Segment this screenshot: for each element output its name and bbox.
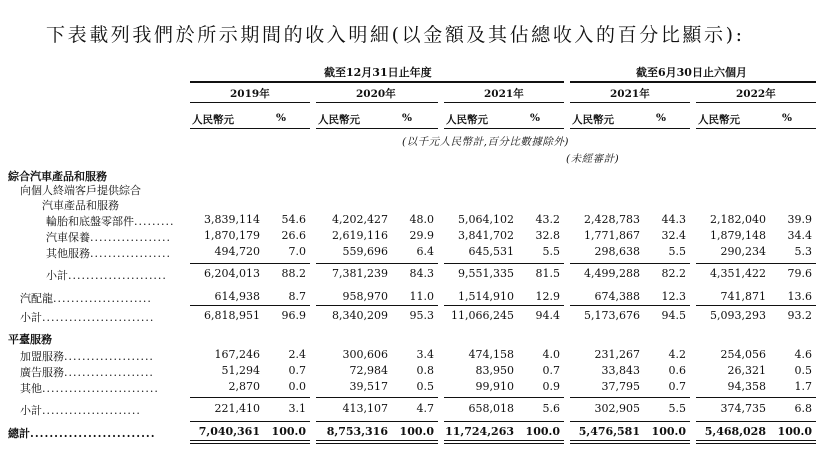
percent-cell: 3.1 — [288, 402, 306, 415]
amount-cell: 374,735 — [720, 402, 766, 415]
total-top-rule-2021 — [444, 421, 564, 422]
row-label — [20, 290, 152, 306]
row-label-text: 小計 — [46, 269, 68, 282]
dot-leader: ...................... — [53, 292, 152, 305]
amount-cell: 5,093,293 — [710, 309, 766, 322]
percent-cell: 0.5 — [794, 364, 812, 377]
amount-cell: 33,843 — [601, 364, 640, 377]
row-label-text: 向個人終端客戶提供綜合 — [20, 184, 141, 197]
row-label — [20, 348, 154, 364]
percent-cell: 0.5 — [416, 380, 434, 393]
amount-cell: 5,476,581 — [578, 425, 640, 438]
percent-cell: 6.4 — [416, 245, 434, 258]
subtotal-rule-a-2019 — [190, 263, 310, 264]
amount-cell: 741,871 — [720, 290, 766, 303]
total-top-rule-2020 — [316, 421, 438, 422]
dot-leader: .................. — [90, 231, 171, 244]
percent-cell: 12.3 — [661, 290, 686, 303]
amount-cell: 474,158 — [468, 348, 514, 361]
year-rule-2022-half — [696, 102, 816, 103]
percent-cell: 81.5 — [535, 267, 560, 280]
percent-cell: 95.3 — [409, 309, 434, 322]
amount-cell: 1,771,867 — [584, 229, 640, 242]
amount-cell: 3,841,702 — [458, 229, 514, 242]
percent-cell: 12.9 — [535, 290, 560, 303]
percent-header-2021-half: % — [656, 112, 666, 124]
percent-cell: 48.0 — [409, 213, 434, 226]
percent-cell: 1.7 — [794, 380, 812, 393]
percent-cell: 8.7 — [288, 290, 306, 303]
row-label — [46, 229, 171, 245]
period-half-year-header: 截至6月30日止六個月 — [636, 66, 747, 79]
amount-cell: 674,388 — [594, 290, 640, 303]
amount-cell: 94,358 — [727, 380, 766, 393]
document-title: 下表載列我們於所示期間的收入明細(以金額及其佔總收入的百分比顯示): — [46, 24, 745, 46]
row-label-text: 綜合汽車產品和服務 — [8, 170, 107, 183]
percent-cell: 4.7 — [416, 402, 434, 415]
percent-cell: 100.0 — [525, 425, 560, 438]
currency-header-2022-half: 人民幣元 — [698, 114, 740, 126]
percent-cell: 100.0 — [777, 425, 812, 438]
percent-cell: 94.5 — [661, 309, 686, 322]
percent-cell: 0.9 — [542, 380, 560, 393]
row-label-text: 加盟服務 — [20, 350, 64, 363]
percent-cell: 6.8 — [794, 402, 812, 415]
dot-leader: .................... — [64, 350, 154, 363]
amount-cell: 4,202,427 — [332, 213, 388, 226]
percent-cell: 0.8 — [416, 364, 434, 377]
row-label-text: 廣告服務 — [20, 366, 64, 379]
dot-leader: ...................... — [68, 269, 167, 282]
subheader-rule-2022-half — [696, 128, 816, 129]
row-label-text: 其他 — [20, 382, 42, 395]
row-label-text: 其他服務 — [46, 247, 90, 260]
subtotal-rule-c-2020 — [316, 397, 438, 398]
percent-cell: 26.6 — [281, 229, 306, 242]
total-double-rule-2022-half — [696, 440, 816, 444]
percent-cell: 79.6 — [787, 267, 812, 280]
row-label — [46, 213, 174, 229]
dot-leader: .................... — [64, 366, 154, 379]
amount-cell: 559,696 — [342, 245, 388, 258]
total-double-rule-2020 — [316, 440, 438, 444]
row-label — [20, 364, 154, 380]
percent-cell: 32.4 — [661, 229, 686, 242]
year-rule-2021-half — [570, 102, 690, 103]
subheader-rule-2021 — [444, 128, 564, 129]
row-label-text: 總計 — [8, 427, 30, 440]
percent-cell: 5.6 — [542, 402, 560, 415]
percent-cell: 0.7 — [542, 364, 560, 377]
percent-cell: 43.2 — [535, 213, 560, 226]
percent-cell: 0.0 — [288, 380, 306, 393]
row-label-text: 小計 — [20, 311, 42, 324]
dot-leader: ......................... — [42, 311, 155, 324]
percent-cell: 88.2 — [281, 267, 306, 280]
percent-header-2019: % — [276, 112, 286, 124]
amount-cell: 2,619,116 — [332, 229, 388, 242]
amount-cell: 7,381,239 — [332, 267, 388, 280]
amount-cell: 39,517 — [349, 380, 388, 393]
subtotal-rule-c-2019 — [190, 397, 310, 398]
percent-cell: 34.4 — [787, 229, 812, 242]
percent-cell: 5.5 — [542, 245, 560, 258]
subtotal-rule-b-2022-half — [696, 305, 816, 306]
subtotal-rule-b-2019 — [190, 305, 310, 306]
amount-cell: 290,234 — [720, 245, 766, 258]
percent-cell: 44.3 — [661, 213, 686, 226]
amount-cell: 167,246 — [214, 348, 260, 361]
subtotal-rule-c-2022-half — [696, 397, 816, 398]
percent-cell: 94.4 — [535, 309, 560, 322]
row-label — [46, 267, 167, 283]
row-label — [20, 182, 141, 198]
amount-cell: 3,839,114 — [204, 213, 260, 226]
amount-cell: 99,910 — [475, 380, 514, 393]
dot-leader: .......................... — [42, 382, 159, 395]
percent-cell: 5.5 — [668, 245, 686, 258]
subheader-rule-2020 — [316, 128, 438, 129]
percent-cell: 11.0 — [409, 290, 434, 303]
amount-cell: 6,818,951 — [204, 309, 260, 322]
subheader-rule-2019 — [190, 128, 310, 129]
total-top-rule-2019 — [190, 421, 310, 422]
period-full-year-rule — [190, 81, 564, 83]
percent-cell: 13.6 — [787, 290, 812, 303]
row-label-text: 汽車保養 — [46, 231, 90, 244]
year-rule-2020 — [316, 102, 438, 103]
percent-cell: 4.2 — [668, 348, 686, 361]
total-top-rule-2021-half — [570, 421, 690, 422]
percent-header-2021: % — [530, 112, 540, 124]
year-rule-2021 — [444, 102, 564, 103]
amount-cell: 494,720 — [214, 245, 260, 258]
subtotal-rule-a-2020 — [316, 263, 438, 264]
amount-cell: 231,267 — [594, 348, 640, 361]
unit-note: (以千元人民幣計,百分比數據除外) — [402, 136, 570, 148]
row-label — [8, 425, 156, 441]
percent-cell: 39.9 — [787, 213, 812, 226]
amount-cell: 1,879,148 — [710, 229, 766, 242]
amount-cell: 645,531 — [468, 245, 514, 258]
row-label-text: 汽配龍 — [20, 292, 53, 305]
row-label — [8, 331, 52, 347]
amount-cell: 8,340,209 — [332, 309, 388, 322]
dot-leader: .......................... — [30, 427, 156, 440]
year-header-2021-half: 2021年 — [610, 88, 650, 100]
amount-cell: 72,984 — [349, 364, 388, 377]
percent-cell: 29.9 — [409, 229, 434, 242]
row-label — [20, 402, 141, 418]
percent-header-2022-half: % — [782, 112, 792, 124]
percent-cell: 3.4 — [416, 348, 434, 361]
amount-cell: 11,066,245 — [451, 309, 514, 322]
row-label — [42, 197, 119, 213]
amount-cell: 51,294 — [221, 364, 260, 377]
amount-cell: 6,204,013 — [204, 267, 260, 280]
subtotal-rule-b-2021 — [444, 305, 564, 306]
amount-cell: 254,056 — [720, 348, 766, 361]
subtotal-rule-c-2021-half — [570, 397, 690, 398]
amount-cell: 413,107 — [342, 402, 388, 415]
year-header-2022-half: 2022年 — [736, 88, 776, 100]
year-header-2020: 2020年 — [356, 88, 396, 100]
amount-cell: 298,638 — [594, 245, 640, 258]
total-double-rule-2019 — [190, 440, 310, 444]
percent-cell: 4.6 — [794, 348, 812, 361]
row-label-text: 汽車產品和服務 — [42, 199, 119, 212]
percent-cell: 2.4 — [288, 348, 306, 361]
percent-cell: 84.3 — [409, 267, 434, 280]
percent-cell: 96.9 — [281, 309, 306, 322]
subtotal-rule-a-2021-half — [570, 263, 690, 264]
amount-cell: 37,795 — [601, 380, 640, 393]
amount-cell: 4,499,288 — [584, 267, 640, 280]
row-label — [46, 245, 171, 261]
percent-cell: 100.0 — [651, 425, 686, 438]
amount-cell: 300,606 — [342, 348, 388, 361]
amount-cell: 658,018 — [468, 402, 514, 415]
row-label-text: 小計 — [20, 404, 42, 417]
percent-cell: 0.7 — [288, 364, 306, 377]
row-label-text: 平臺服務 — [8, 333, 52, 346]
percent-cell: 54.6 — [281, 213, 306, 226]
percent-cell: 93.2 — [787, 309, 812, 322]
year-rule-2019 — [190, 102, 310, 103]
percent-cell: 4.0 — [542, 348, 560, 361]
amount-cell: 26,321 — [727, 364, 766, 377]
total-double-rule-2021 — [444, 440, 564, 444]
currency-header-2021-half: 人民幣元 — [572, 114, 614, 126]
amount-cell: 8,753,316 — [326, 425, 388, 438]
subtotal-rule-a-2021 — [444, 263, 564, 264]
percent-cell: 0.6 — [668, 364, 686, 377]
amount-cell: 2,182,040 — [710, 213, 766, 226]
amount-cell: 5,173,676 — [584, 309, 640, 322]
currency-header-2020: 人民幣元 — [318, 114, 360, 126]
subtotal-rule-c-2021 — [444, 397, 564, 398]
total-double-rule-2021-half — [570, 440, 690, 444]
amount-cell: 221,410 — [214, 402, 260, 415]
percent-cell: 5.3 — [794, 245, 812, 258]
percent-cell: 7.0 — [288, 245, 306, 258]
subtotal-rule-a-2022-half — [696, 263, 816, 264]
percent-cell: 32.8 — [535, 229, 560, 242]
amount-cell: 4,351,422 — [710, 267, 766, 280]
subheader-rule-2021-half — [570, 128, 690, 129]
percent-cell: 100.0 — [399, 425, 434, 438]
amount-cell: 5,064,102 — [458, 213, 514, 226]
percent-cell: 5.5 — [668, 402, 686, 415]
subtotal-rule-b-2020 — [316, 305, 438, 306]
year-header-2019: 2019年 — [230, 88, 270, 100]
amount-cell: 2,428,783 — [584, 213, 640, 226]
period-half-year-rule — [570, 81, 816, 83]
row-label-text: 輪胎和底盤零部件 — [46, 215, 134, 228]
amount-cell: 83,950 — [475, 364, 514, 377]
unaudited-note: (未經審計) — [566, 153, 620, 165]
percent-header-2020: % — [402, 112, 412, 124]
year-header-2021: 2021年 — [484, 88, 524, 100]
row-label — [20, 380, 159, 396]
subtotal-rule-b-2021-half — [570, 305, 690, 306]
amount-cell: 9,551,335 — [458, 267, 514, 280]
amount-cell: 7,040,361 — [198, 425, 260, 438]
amount-cell: 2,870 — [228, 380, 260, 393]
percent-cell: 100.0 — [271, 425, 306, 438]
amount-cell: 958,970 — [342, 290, 388, 303]
amount-cell: 11,724,263 — [445, 425, 514, 438]
amount-cell: 302,905 — [594, 402, 640, 415]
period-full-year-header: 截至12月31日止年度 — [324, 66, 432, 79]
amount-cell: 5,468,028 — [704, 425, 766, 438]
row-label — [20, 309, 154, 325]
dot-leader: ...................... — [42, 404, 141, 417]
percent-cell: 0.7 — [668, 380, 686, 393]
total-top-rule-2022-half — [696, 421, 816, 422]
dot-leader: .................. — [90, 247, 171, 260]
currency-header-2021: 人民幣元 — [446, 114, 488, 126]
amount-cell: 1,514,910 — [458, 290, 514, 303]
amount-cell: 1,870,179 — [204, 229, 260, 242]
currency-header-2019: 人民幣元 — [192, 114, 234, 126]
percent-cell: 82.2 — [661, 267, 686, 280]
amount-cell: 614,938 — [214, 290, 260, 303]
dot-leader: ......... — [134, 215, 175, 228]
